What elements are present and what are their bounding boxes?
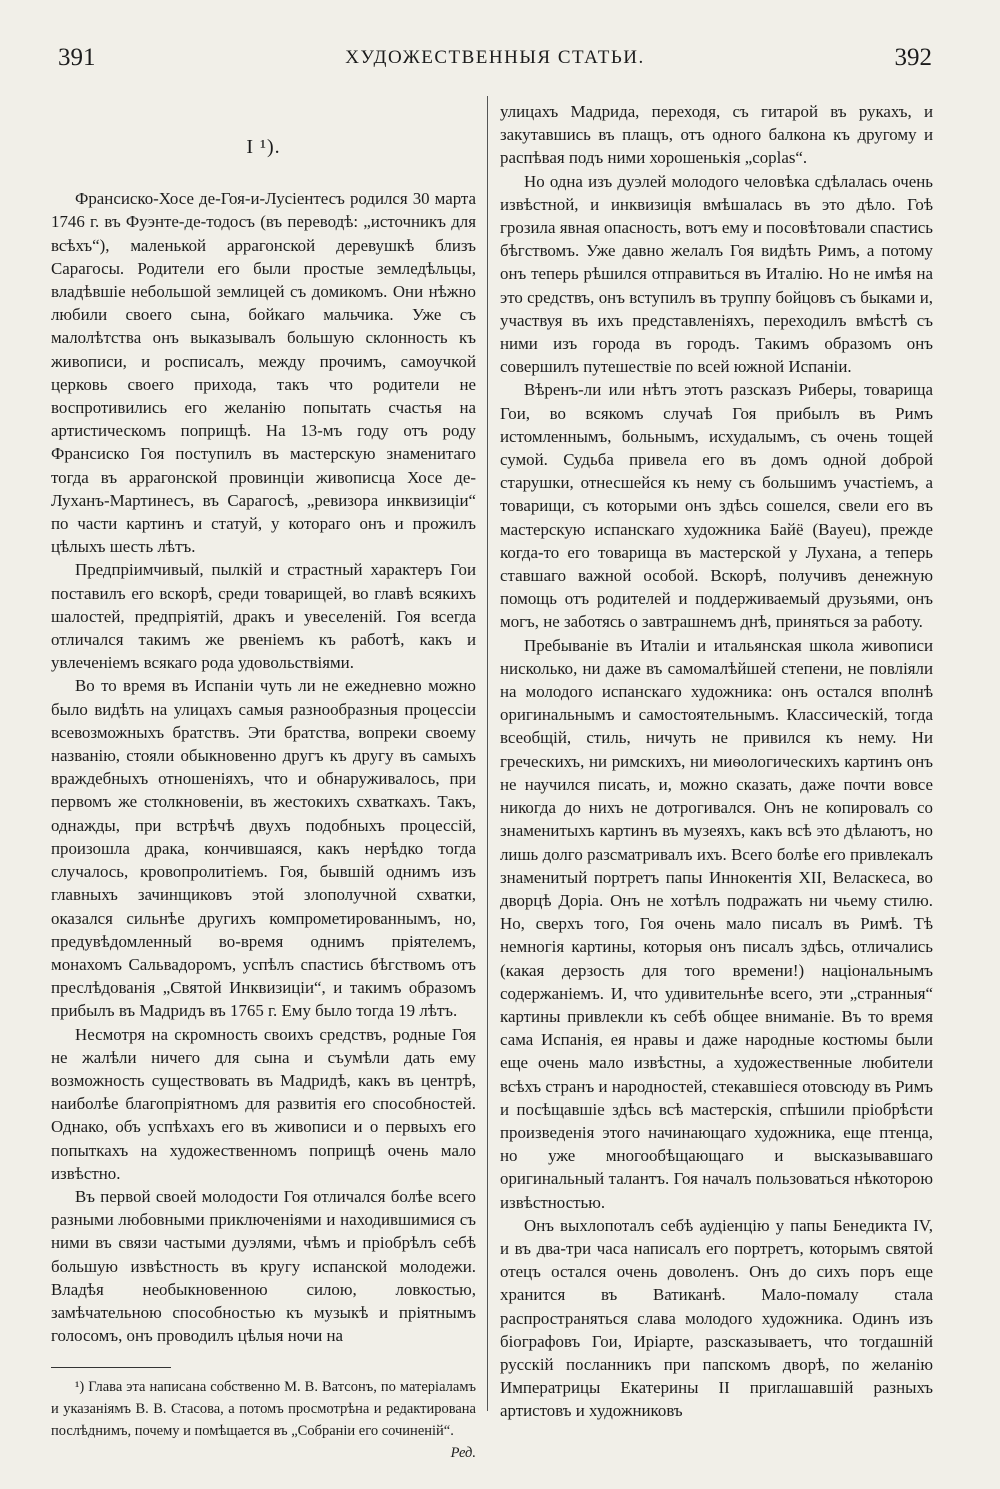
paragraph: Онъ выхлопоталъ себѣ аудіенцію у папы Бенедикта IV, и въ два-три часа написалъ его портретъ, которымъ святой отецъ остался очень доволенъ. Онъ до сихъ поръ еще хранится въ Ватиканѣ. Мало-помалу стала распространяться слава молодого художника. Одинъ изъ біографовъ Гои, Иріарте, разсказываетъ, что тогдашній русскій посланникъ при папскомъ дворѣ, по желанію Императрицы Екатерины II приглашавшій разныхъ артистовъ и художниковъ	[500, 1215, 933, 1421]
paragraph: Вѣренъ-ли или нѣтъ этотъ разсказъ Риберы, товарища Гои, во всякомъ случаѣ Гоя прибылъ въ Римъ истомленнымъ, больнымъ, исхудалымъ, съ очень тощей сумой. Судьба привела его въ домъ одной доброй старушки, отнесшейся къ нему съ большимъ участіемъ, а товарищи, съ которыми онъ здѣсь сошелся, свели его въ мастерскую испанскаго художника Байё (Bayeu), прежде когда-то его товарища въ мастерской у Лухана, а теперь ставшаго важной особой. Вскорѣ, получивъ денежную помощь отъ родителей и поддерживаемый друзьями, онъ могъ, не заботясь о завтрашнемъ днѣ, приняться за работу.	[500, 380, 933, 632]
column-divider	[487, 96, 488, 1411]
running-title: ХУДОЖЕСТВЕННЫЯ СТАТЬИ.	[345, 47, 645, 68]
paragraph: улицахъ Мадрида, переходя, съ гитарой въ рукахъ, и закутавшись въ плащъ, отъ одного балкона къ другому и распѣвая подъ ними хорошенькія „coplas“.	[500, 102, 933, 168]
page-header	[58, 38, 932, 78]
footnote-text: ¹) Глава эта написана собственно М. В. Ватсонъ, по матеріаламъ и указаніямъ В. В. Стасова, а потомъ просмотрѣна и редактирована послѣднимъ, почему и помѣщается въ „Собраніи его сочиненій“.	[51, 1379, 476, 1440]
paragraph: Но одна изъ дуэлей молодого человѣка сдѣлалась очень извѣстной, и инквизиція вмѣшалась въ это дѣло. Гоѣ грозила явная опасность, вотъ ему и посовѣтовали спастись бѣгствомъ. Уже давно желалъ Гоя видѣть Римъ, а потому онъ теперь рѣшился отправиться въ Италію. Но не имѣя на это средствъ, онъ вступилъ въ труппу бойцовъ съ быками и, участвуя въ ихъ представленіяхъ, переходилъ вмѣстѣ съ ними изъ города въ городъ. Такимъ образомъ онъ совершилъ путешествіе по всей южной Испаніи.	[500, 171, 933, 377]
right-column	[500, 100, 933, 1423]
footnote-signature: Ред.	[450, 1445, 476, 1462]
paragraph: Несмотря на скромность своихъ средствъ, родные Гоя не жалѣли ничего для сына и съумѣли дать ему возможность существовать въ Мадридѣ, какъ въ центрѣ, наиболѣе благопріятномъ для развитія его способностей. Однако, объ успѣхахъ его въ живописи и о первыхъ его попыткахъ на художественномъ поприщѣ очень мало извѣстно.	[51, 1024, 476, 1183]
paragraph: Предпріимчивый, пылкій и страстный характеръ Гои поставилъ его вскорѣ, среди товарищей, во главѣ всякихъ шалостей, предпріятій, дракъ и увеселеній. Гоя всегда отличался такимъ же рвеніемъ къ работѣ, какъ и увлеченіемъ всякаго рода удовольствіями.	[51, 560, 476, 673]
footnote-rule	[51, 1367, 171, 1368]
section-heading: I ¹).	[246, 136, 281, 158]
paragraph: Франсиско-Хосе де-Гоя-и-Лусіентесъ родился 30 марта 1746 г. въ Фуэнте-де-тодосъ (въ переводѣ: „источникъ для всѣхъ“), маленькой аррагонской деревушкѣ близъ Сарагосы. Родители его были простые земледѣльцы, владѣвшіе небольшой землицей съ домикомъ. Они нѣжно любили своего сына, бойкаго мальчика. Уже съ малолѣтства онъ выказывалъ большую склонность къ живописи, и росписалъ, между прочимъ, самоучкой церковь своего прихода, такъ что родители не воспротивились его желанію попытать счастья на артистическомъ поприщѣ. На 13-мъ году отъ роду Франсиско Гоя поступилъ въ мастерскую знаменитаго тогда въ аррагонской провинціи живописца Хосе де-Луханъ-Мартинесъ, въ Сарагосѣ, „ревизора инквизиціи“ по части картинъ и статуй, у котораго онъ и прожилъ цѣлыхъ шесть лѣтъ.	[51, 189, 476, 557]
page-number-left: 391	[58, 44, 96, 71]
page-number-right: 392	[894, 44, 932, 71]
paragraph: Во то время въ Испаніи чуть ли не ежедневно можно было видѣть на улицахъ самыя разнообразныя процессіи всевозможныхъ братствъ. Эти братства, вопреки своему названію, стояли обыкновенно другъ къ другу въ самыхъ враждебныхъ отношеніяхъ, что и обнаруживалось, при первомъ же столкновеніи, въ жестокихъ схваткахъ. Такъ, однажды, при встрѣчѣ двухъ подобныхъ процессій, произошла драка, кончившаяся, какъ нерѣдко тогда случалось, кровопролитіемъ. Гоя, бывшій однимъ изъ главныхъ зачинщиковъ этой злополучной схватки, оказался сильнѣе другихъ компрометированнымъ, но, предувѣдомленный во-время однимъ пріятелемъ, монахомъ Сальвадоромъ, успѣлъ спастись бѣгствомъ отъ преслѣдованія „Святой Инквизиціи“, и такимъ образомъ прибылъ въ Мадридъ въ 1765 г. Ему было тогда 19 лѣтъ.	[51, 676, 476, 1021]
paragraph: Въ первой своей молодости Гоя отличался болѣе всего разными любовными приключеніями и находившимися съ ними въ связи частыми дуэлями, чѣмъ и пріобрѣлъ себѣ большую извѣстность въ кругу испанской молодежи. Владѣя необыкновенною силою, ловкостью, замѣчательною способностью къ музыкѣ и пріятнымъ голосомъ, онъ проводилъ цѣлыя ночи на	[51, 1186, 476, 1346]
footnote	[51, 1376, 476, 1462]
paragraph: Пребываніе въ Италіи и итальянская школа живописи нисколько, ни даже въ самомалѣйшей степени, не повліяли на молодого испанскаго художника: онъ остался вполнѣ оригинальнымъ и самостоятельнымъ. Классическій, тогда всеобщій, стиль, ничуть не привился къ нему. Ни греческихъ, ни римскихъ, ни миѳологическихъ картинъ онъ не научился писать, и, можно сказать, даже почти вовсе никогда до нихъ не дотрогивался. Онъ не копировалъ со знаменитыхъ картинъ въ музеяхъ, какъ всѣ это дѣлаютъ, но лишь долго разсматривалъ ихъ. Всего болѣе его привлекалъ знаменитый портретъ папы Иннокентія XII, Веласкеса, во дворцѣ Доріа. Онъ не хотѣлъ подражать ни чьему стилю. Но, сверхъ того, Гоя очень мало писалъ въ Римѣ. Тѣ немногія картины, которыя онъ писалъ здѣсь, отличались (какая дерзость для того времени!) національнымъ содержаніемъ. И, что удивительнѣе всего, эти „странныя“ картины привлекли къ себѣ общее вниманіе. Въ то время сама Испанія, ея нравы и даже народные костюмы были еще очень мало извѣстны, а художественные любители всѣхъ странъ и народностей, стекавшіеся отовсюду въ Римъ и посѣщавшіе здѣсь всѣ мастерскія, спѣшили пріобрѣсти произведенія этого начинающаго художника, еще птенца, но уже многообѣщающаго и высказывавшаго оригинальный талантъ. Гоя началъ пользоваться нѣкоторою извѣстностью.	[500, 635, 933, 1212]
left-column	[51, 100, 476, 1464]
